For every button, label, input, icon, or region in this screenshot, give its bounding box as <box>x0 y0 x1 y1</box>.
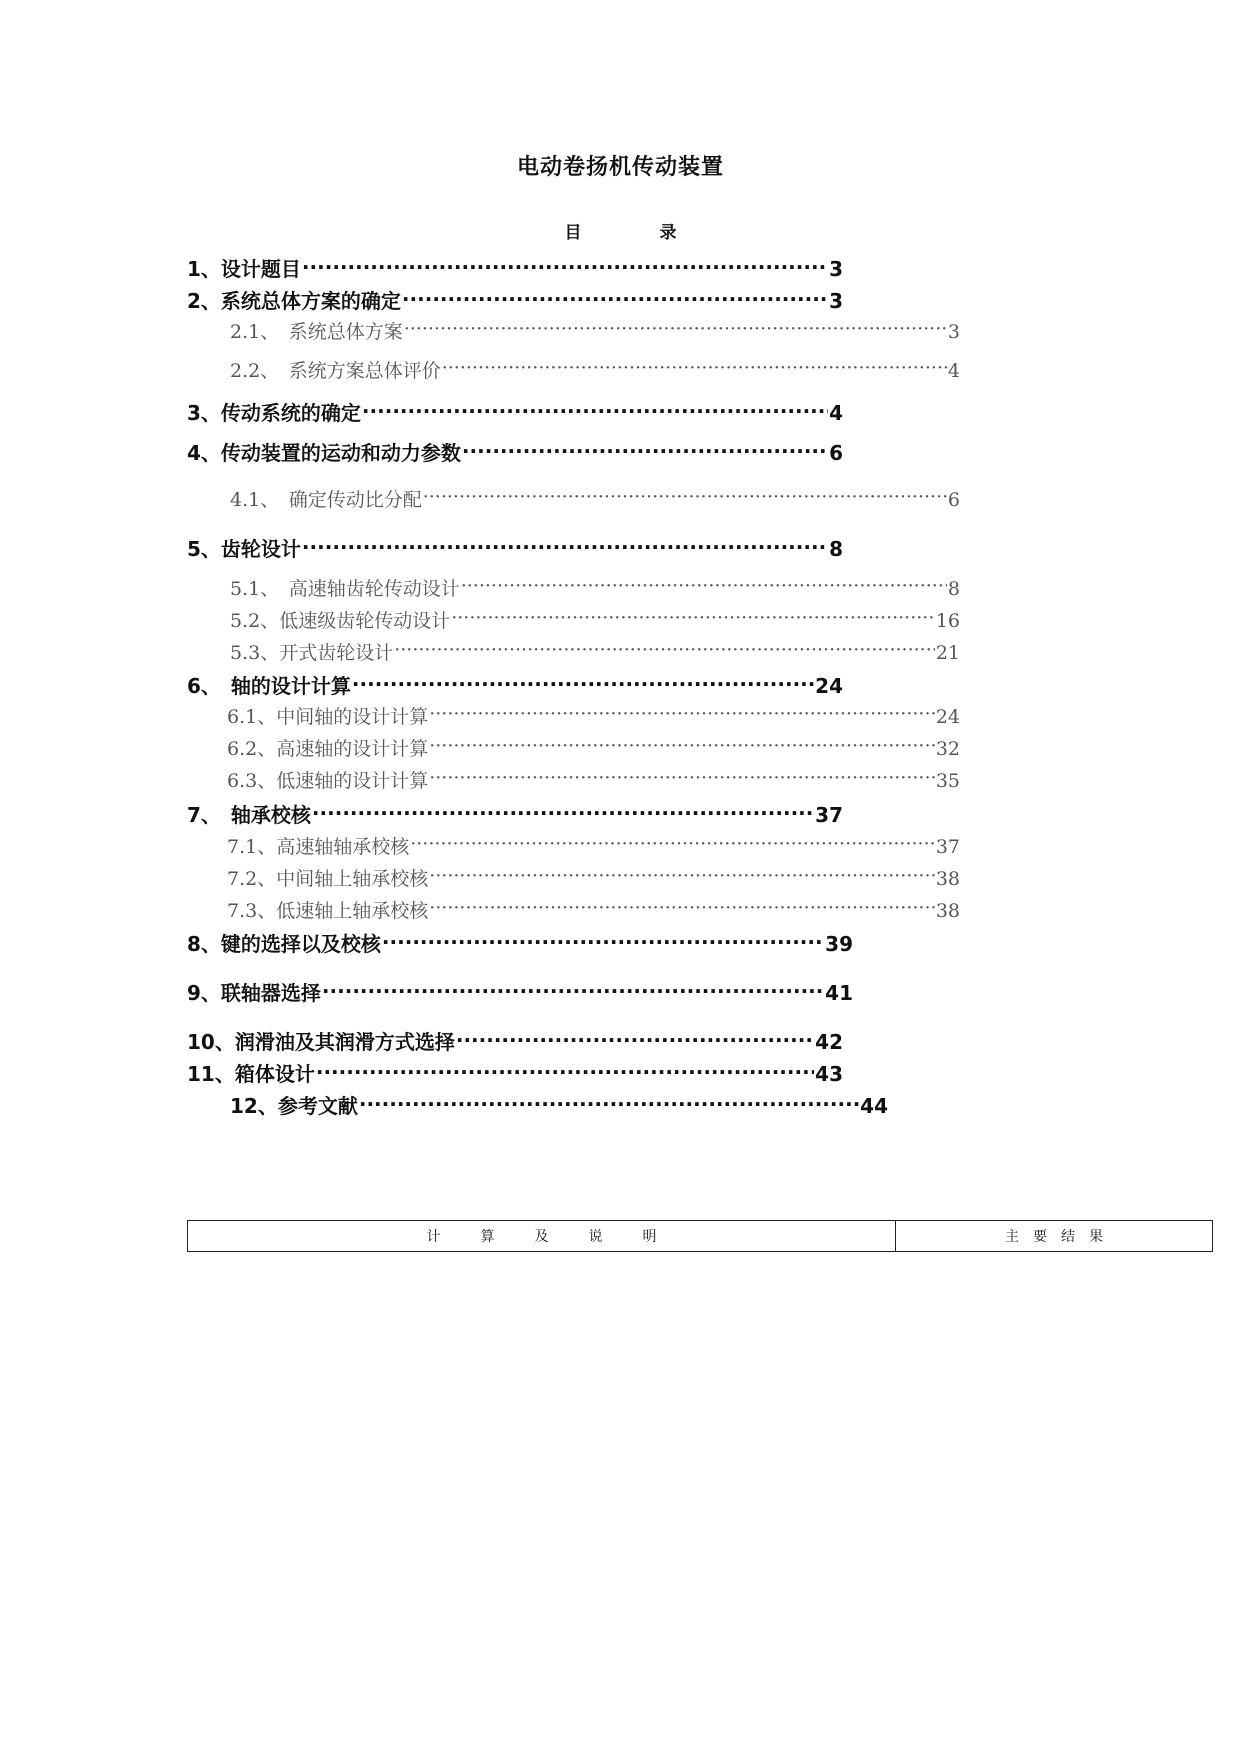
toc-heading-char-2: 录 <box>659 223 677 243</box>
toc-entry[interactable] <box>187 533 843 562</box>
toc-entry[interactable] <box>187 285 843 314</box>
toc-entry-page: 41 <box>825 981 853 1005</box>
toc-entry-label: 4、传动装置的运动和动力参数 <box>187 441 461 465</box>
toc-heading <box>0 218 1241 243</box>
toc-entry-label: 8、键的选择以及校核 <box>187 932 381 956</box>
toc-entry[interactable] <box>187 799 843 828</box>
toc-entry-page: 16 <box>935 610 960 632</box>
toc-entry-page: 3 <box>947 321 960 343</box>
toc-entry[interactable] <box>187 253 843 282</box>
toc-entry-page: 44 <box>860 1094 888 1118</box>
toc-entry-page: 37 <box>815 803 843 827</box>
document-title: 电动卷扬机传动装置 <box>516 155 724 180</box>
toc-entry-page: 42 <box>815 1030 843 1054</box>
toc-entry-page: 43 <box>815 1062 843 1086</box>
table-header-left: 计算及说明 <box>188 1221 896 1251</box>
toc-entry[interactable] <box>187 928 853 957</box>
toc-entry[interactable] <box>230 485 960 512</box>
toc-entry-label: 6.1、中间轴的设计计算 <box>227 706 429 728</box>
toc-entry-label: 1、设计题目 <box>187 257 301 281</box>
toc-entry-page: 37 <box>935 836 960 858</box>
toc-entry-label: 2、系统总体方案的确定 <box>187 289 401 313</box>
toc-entry-label: 5.3、开式齿轮设计 <box>230 642 394 664</box>
toc-entry[interactable] <box>187 397 843 426</box>
table-header <box>187 1220 1213 1252</box>
toc-entry-page: 8 <box>947 578 960 600</box>
toc-entry-page: 38 <box>935 868 960 890</box>
toc-entry-label: 3、传动系统的确定 <box>187 401 361 425</box>
toc-entry-label: 11、箱体设计 <box>187 1062 315 1086</box>
toc-entry-label: 9、联轴器选择 <box>187 981 321 1005</box>
toc-entry-label: 7.1、高速轴轴承校核 <box>227 836 410 858</box>
toc-entry-page: 35 <box>935 770 960 792</box>
toc-entry-page: 8 <box>829 537 843 561</box>
toc-entry[interactable] <box>187 1026 843 1055</box>
toc-entry-label: 5、齿轮设计 <box>187 537 301 561</box>
toc-entry[interactable] <box>227 734 960 761</box>
toc-entry-page: 6 <box>829 441 843 465</box>
toc-entry[interactable] <box>187 977 853 1006</box>
toc-entry[interactable] <box>227 864 960 891</box>
table-header-right: 主要结果 <box>1005 1229 1117 1245</box>
toc-entry[interactable] <box>230 1090 888 1119</box>
toc-entry[interactable] <box>230 574 960 601</box>
toc-entry[interactable] <box>227 702 960 729</box>
toc-entry-label: 7.3、低速轴上轴承校核 <box>227 900 429 922</box>
toc-entry-page: 24 <box>815 674 843 698</box>
toc-entry-label: 10、润滑油及其润滑方式选择 <box>187 1030 455 1054</box>
toc-entry[interactable] <box>187 670 843 699</box>
toc-entry-label: 5.1、 高速轴齿轮传动设计 <box>230 578 460 600</box>
toc-entry-page: 4 <box>947 360 960 382</box>
toc-entry-label: 5.2、低速级齿轮传动设计 <box>230 610 451 632</box>
toc-entry-label: 7.2、中间轴上轴承校核 <box>227 868 429 890</box>
toc-entry-label: 6.2、高速轴的设计计算 <box>227 738 429 760</box>
toc-entry[interactable] <box>187 437 843 466</box>
toc-entry-label: 6、 轴的设计计算 <box>187 674 351 698</box>
toc-entry-label: 6.3、低速轴的设计计算 <box>227 770 429 792</box>
toc-entry-page: 3 <box>829 257 843 281</box>
toc-entry[interactable] <box>187 1058 843 1087</box>
toc-entry-page: 38 <box>935 900 960 922</box>
toc-entry-page: 24 <box>935 706 960 728</box>
toc-entry[interactable] <box>230 317 960 344</box>
toc-entry[interactable] <box>227 896 960 923</box>
toc-entry[interactable] <box>230 638 960 665</box>
toc-entry-label: 7、 轴承校核 <box>187 803 311 827</box>
toc-entry-page: 3 <box>829 289 843 313</box>
toc-entry-page: 6 <box>947 489 960 511</box>
toc-entry-page: 21 <box>935 642 960 664</box>
toc-entry-label: 2.2、 系统方案总体评价 <box>230 360 441 382</box>
toc-entry-page: 39 <box>825 932 853 956</box>
toc-entry-label: 12、参考文献 <box>230 1094 358 1118</box>
toc-entry-page: 4 <box>829 401 843 425</box>
toc-entry[interactable] <box>230 356 960 383</box>
toc-entry-label: 2.1、 系统总体方案 <box>230 321 403 343</box>
toc-entry[interactable] <box>227 766 960 793</box>
toc-entry[interactable] <box>227 832 960 859</box>
toc-entry-page: 32 <box>935 738 960 760</box>
toc-heading-char-1: 目 <box>564 223 582 243</box>
toc-entry-label: 4.1、 确定传动比分配 <box>230 489 422 511</box>
toc-entry[interactable] <box>230 606 960 633</box>
